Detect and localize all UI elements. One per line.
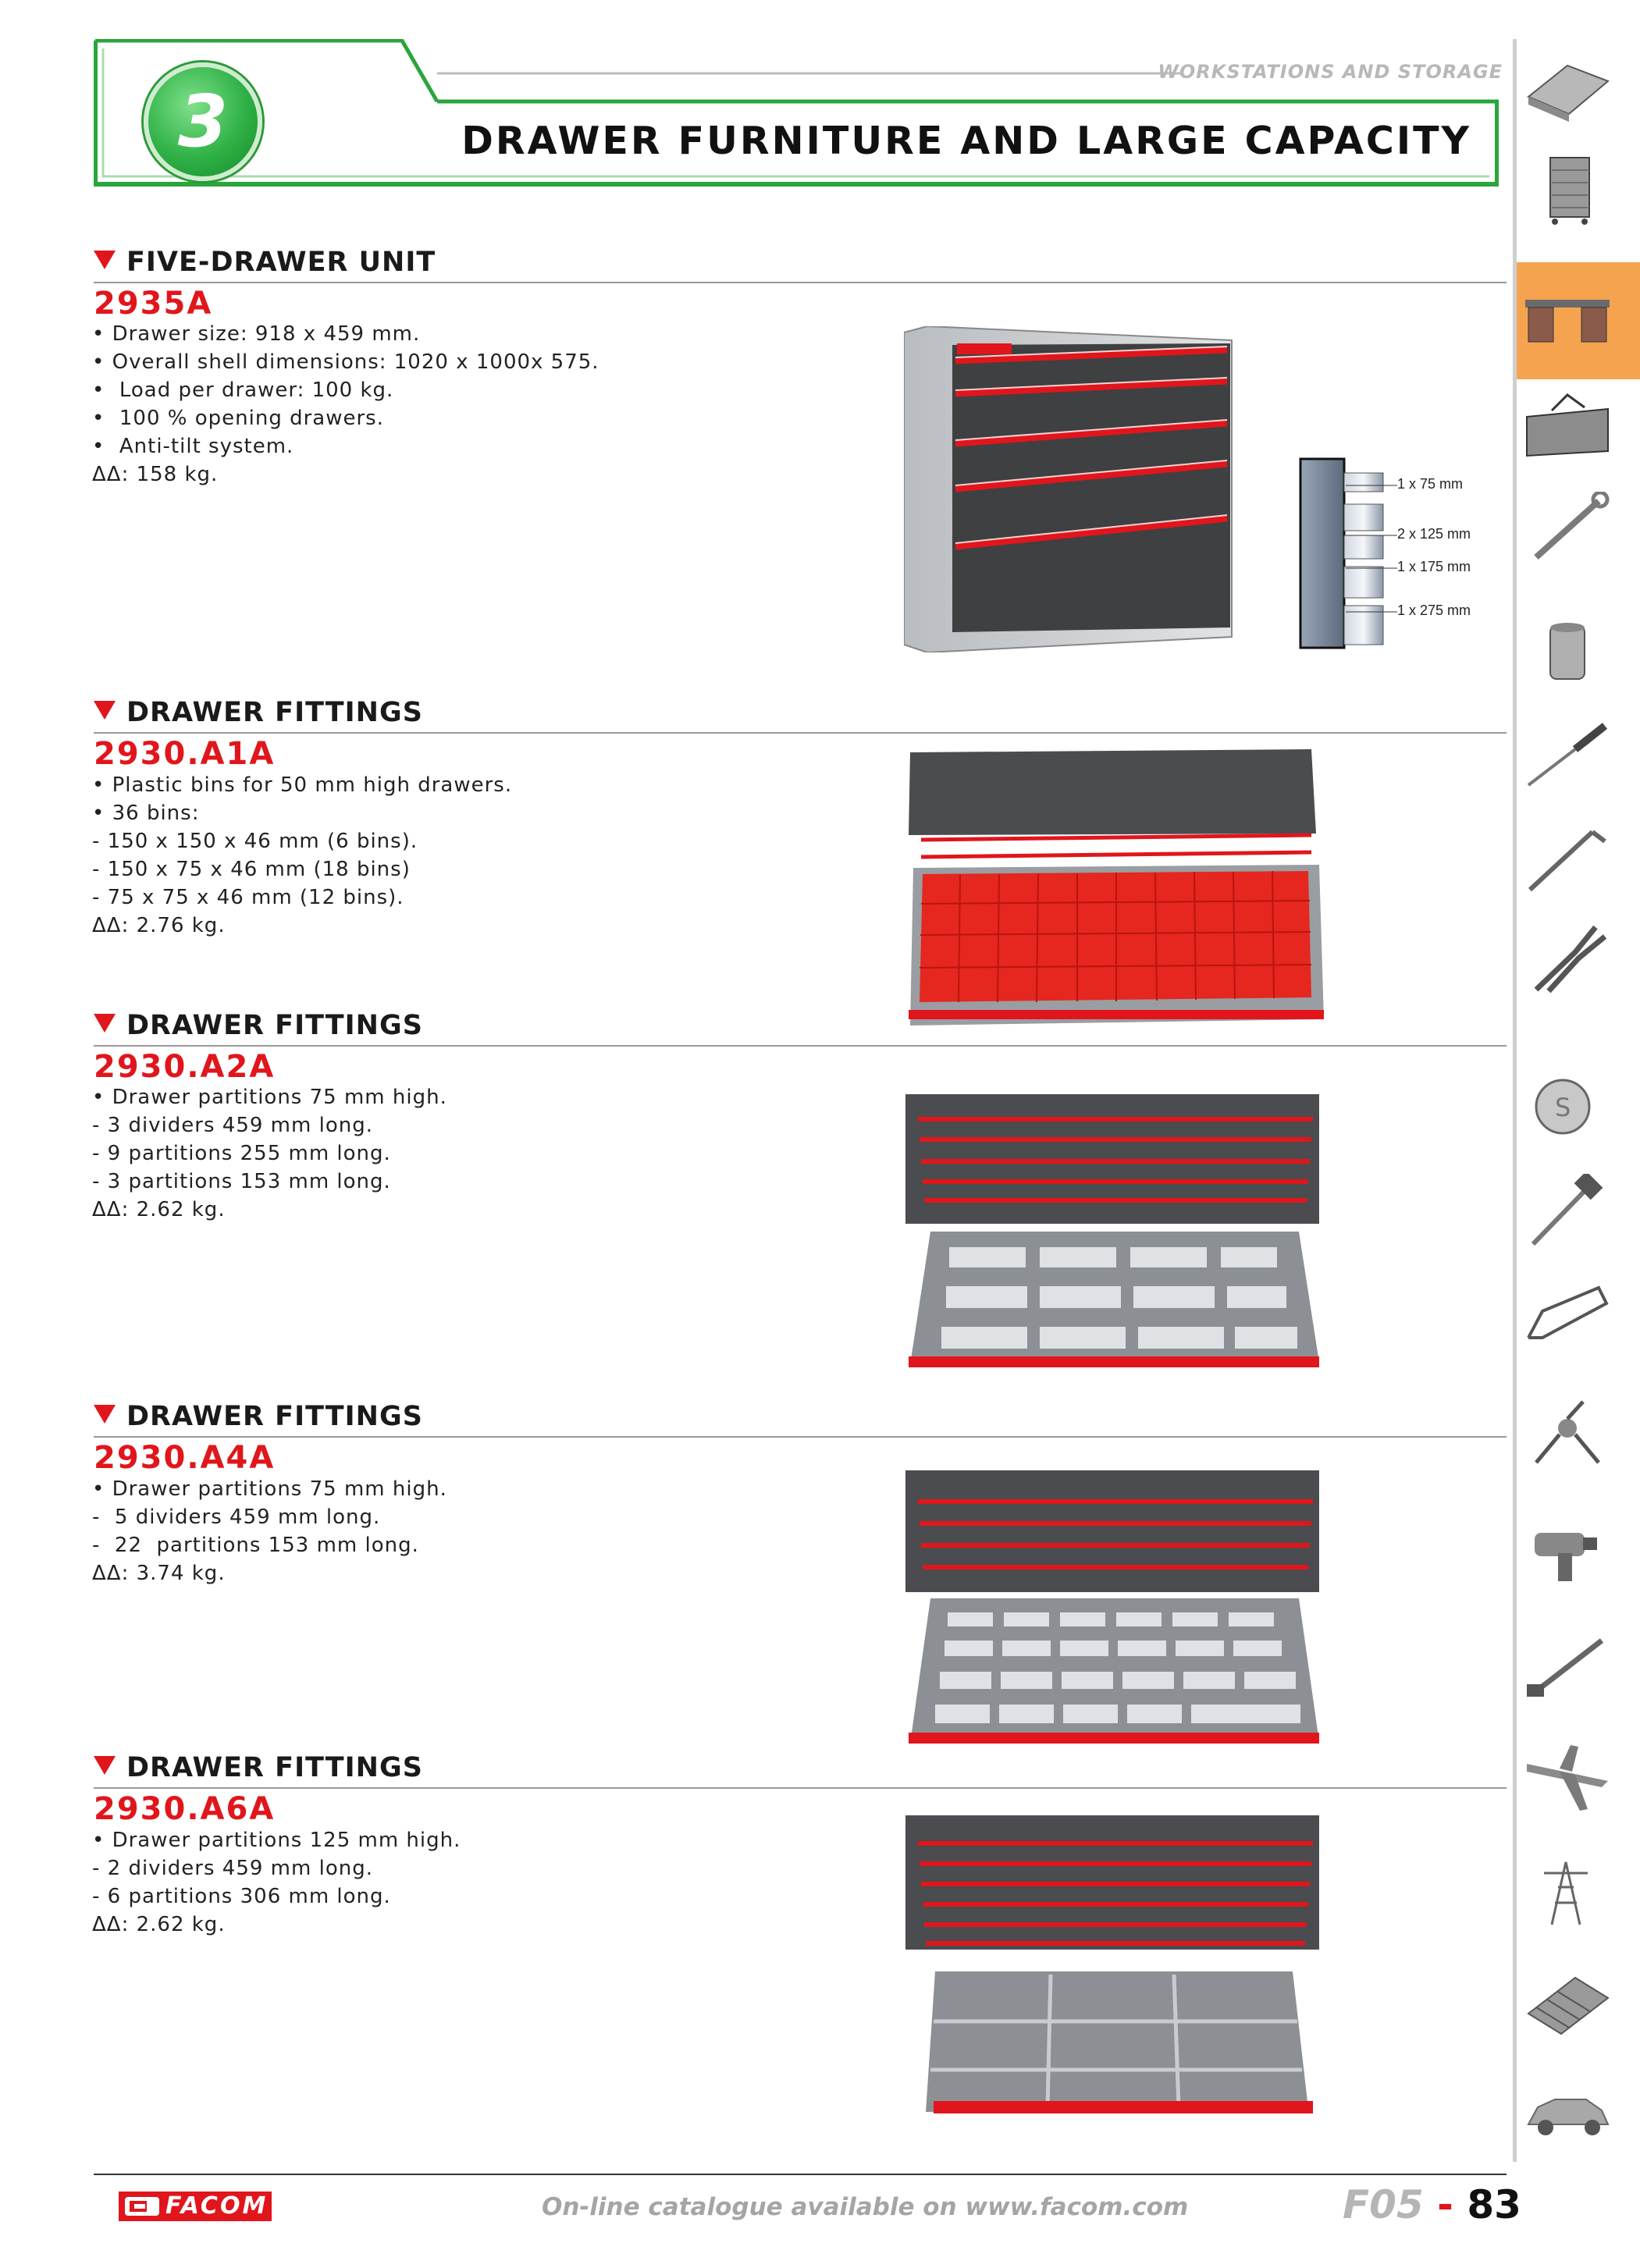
workbench-icon[interactable]: [1521, 50, 1614, 124]
description-line: - 6 partitions 306 mm long.: [92, 1885, 391, 1908]
product-reference: 2930.A4A: [94, 1440, 276, 1476]
description-line: - 3 dividers 459 mm long.: [92, 1114, 373, 1137]
description-line: - 75 x 75 x 46 mm (12 bins).: [92, 886, 404, 909]
section-rule: [94, 282, 1507, 283]
impact-wrench-icon[interactable]: [1521, 1514, 1614, 1588]
tape-measure-icon[interactable]: [1521, 1071, 1614, 1145]
section-heading-drawer-fittings: DRAWER FITTINGS: [94, 697, 423, 728]
hex-key-icon[interactable]: [1521, 821, 1614, 895]
description-line: ΔΔ: 158 kg.: [92, 463, 219, 486]
description-line: • Drawer size: 918 x 459 mm.: [92, 322, 421, 346]
product-description: [92, 1083, 447, 1224]
facom-emblem-icon: [125, 2197, 159, 2216]
triangle-bullet-icon: [94, 1756, 116, 1775]
section-heading-drawer-fittings: DRAWER FITTINGS: [94, 1010, 423, 1041]
aircraft-icon[interactable]: [1521, 1740, 1614, 1815]
pipe-wrench-icon[interactable]: [1521, 1630, 1614, 1704]
section-code: F05: [1343, 2182, 1424, 2227]
triangle-bullet-icon: [94, 701, 116, 720]
description-line: - 150 x 75 x 46 mm (18 bins): [92, 858, 411, 881]
description-line: - 22 partitions 153 mm long.: [92, 1534, 419, 1557]
description-line: ΔΔ: 2.62 kg.: [92, 1198, 226, 1221]
chapter-number-badge: 3: [144, 62, 262, 181]
description-line: • Drawer partitions 75 mm high.: [92, 1477, 447, 1501]
screwdriver-icon[interactable]: [1521, 718, 1614, 792]
page-number: 83: [1467, 2182, 1521, 2227]
electrical-pylon-icon[interactable]: [1521, 1856, 1614, 1930]
section-rule: [94, 732, 1507, 734]
desk-workstation-icon[interactable]: [1521, 281, 1614, 355]
description-line: - 150 x 150 x 46 mm (6 bins).: [92, 830, 418, 853]
description-line: • Plastic bins for 50 mm high drawers.: [92, 773, 513, 797]
folio-separator: -: [1437, 2182, 1453, 2227]
description-line: - 3 partitions 153 mm long.: [92, 1170, 391, 1193]
section-heading-five-drawer-unit: FIVE-DRAWER UNIT: [94, 247, 436, 278]
five-drawer-cabinet-image: [904, 326, 1247, 652]
puller-icon[interactable]: [1521, 1397, 1614, 1471]
product-reference: 2930.A1A: [94, 736, 276, 772]
section-rule: [94, 1787, 1507, 1789]
product-reference: 2935A: [94, 286, 213, 322]
section-heading-drawer-fittings: DRAWER FITTINGS: [94, 1752, 423, 1783]
description-line: • Overall shell dimensions: 1020 x 1000x 575.: [92, 350, 599, 374]
wrench-icon[interactable]: [1521, 492, 1614, 566]
product-description: [92, 1826, 461, 1939]
description-line: • Drawer partitions 125 mm high.: [92, 1829, 461, 1852]
section-rule: [94, 1436, 1507, 1438]
brand-wordmark: FACOM: [165, 2192, 269, 2220]
footer-catalogue-link[interactable]: On-line catalogue available on www.facom.com: [542, 2193, 1189, 2221]
description-line: - 9 partitions 255 mm long.: [92, 1142, 391, 1165]
partition-drawer-image-a2a: [902, 1091, 1324, 1378]
triangle-bullet-icon: [94, 1405, 116, 1424]
toolbox-icon[interactable]: [1521, 389, 1614, 463]
drawer-height-label: 2 x 125 mm: [1397, 526, 1471, 542]
description-line: • Load per drawer: 100 kg.: [92, 379, 394, 402]
description-line: • Anti-tilt system.: [92, 435, 294, 458]
hammer-icon[interactable]: [1521, 1174, 1614, 1248]
description-line: • Drawer partitions 75 mm high.: [92, 1086, 447, 1109]
roller-cabinet-icon[interactable]: [1521, 153, 1614, 227]
plastic-bins-drawer-image: [905, 748, 1327, 1033]
product-description: [92, 771, 512, 940]
section-heading-drawer-fittings: DRAWER FITTINGS: [94, 1401, 423, 1432]
partition-drawer-image-a4a: [902, 1467, 1324, 1756]
description-line: • 100 % opening drawers.: [92, 407, 384, 430]
page-title: DRAWER FURNITURE AND LARGE CAPACITY: [461, 119, 1471, 163]
pliers-icon[interactable]: [1521, 921, 1614, 995]
description-line: • 36 bins:: [92, 802, 200, 825]
svg-text:S: S: [1555, 1093, 1571, 1122]
section-rule: [94, 1045, 1507, 1047]
drawer-height-label: 1 x 175 mm: [1397, 559, 1471, 574]
drawer-height-leaders: [1346, 478, 1400, 618]
drawer-height-label: 1 x 75 mm: [1397, 476, 1464, 492]
triangle-bullet-icon: [94, 1014, 116, 1033]
product-reference: 2930.A2A: [94, 1049, 276, 1085]
chip-icon[interactable]: [1521, 1967, 1614, 2041]
facom-logo: [119, 2192, 272, 2221]
partition-drawer-image-a6a: [902, 1812, 1324, 2134]
product-reference: 2930.A6A: [94, 1791, 276, 1827]
description-line: - 5 dividers 459 mm long.: [92, 1505, 381, 1529]
description-line: ΔΔ: 2.76 kg.: [92, 914, 226, 937]
triangle-bullet-icon: [94, 251, 116, 269]
product-description: [92, 1475, 447, 1587]
product-description: [92, 320, 599, 489]
drawer-height-label: 1 x 275 mm: [1397, 603, 1471, 618]
page-folio: [1343, 2182, 1521, 2227]
description-line: ΔΔ: 2.62 kg.: [92, 1913, 226, 1936]
section-kicker: WORKSTATIONS AND STORAGE: [1158, 61, 1503, 83]
car-icon[interactable]: [1521, 2076, 1614, 2150]
hacksaw-icon[interactable]: [1521, 1280, 1614, 1354]
description-line: ΔΔ: 3.74 kg.: [92, 1562, 226, 1585]
socket-icon[interactable]: [1521, 618, 1614, 692]
footer-rule: [94, 2174, 1507, 2175]
description-line: - 2 dividers 459 mm long.: [92, 1857, 373, 1880]
